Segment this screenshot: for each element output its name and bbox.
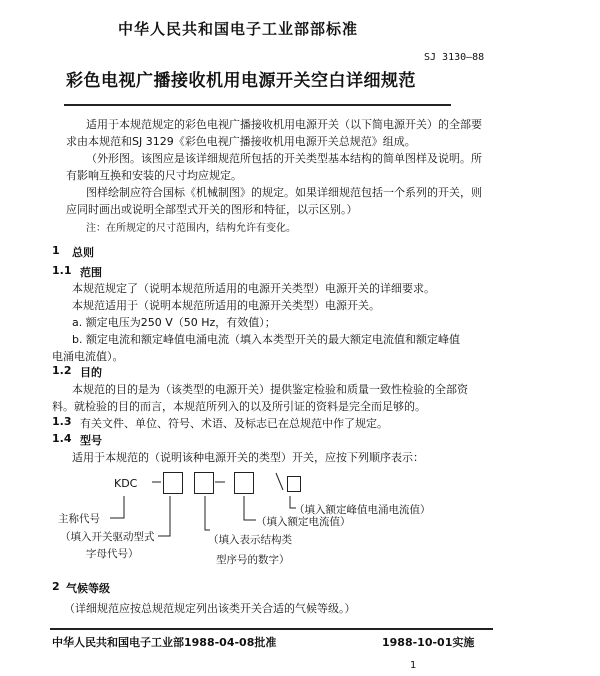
label-drive-line2: 字母代号） xyxy=(86,548,139,560)
section-1-title: 总则 xyxy=(72,246,94,259)
leader-struct xyxy=(205,496,210,530)
standard-code: SJ 3130—88 xyxy=(424,52,485,63)
approval-date: 中华人民共和国电子工业部1988-04-08批准 xyxy=(52,636,277,649)
s1-2-line1: 本规范的目的是为（该类型的电源开关）提供鉴定检验和质量一致性检验的全部资 xyxy=(72,383,468,396)
label-struct-line1: （填入表示结构类 xyxy=(208,534,292,546)
slash xyxy=(276,473,283,490)
intro-p1-line2: 求由本规范和SJ 3129《彩色电视广播接收机用电源开关总规范》组成。 xyxy=(66,135,416,148)
section-1-4-number: 1.4 xyxy=(52,432,72,445)
surge-current-box xyxy=(287,476,301,492)
footer-divider xyxy=(50,628,493,630)
rated-current-box xyxy=(234,472,254,494)
intro-p3-line1: 图样绘制应符合国标《机械制图》的规定。如果详细规范包括一个系列的开关，则 xyxy=(86,186,482,199)
section-1-2-number: 1.2 xyxy=(52,364,72,377)
label-main-code: 主称代号 xyxy=(58,513,100,525)
drive-type-box xyxy=(163,472,183,494)
s1-3-text: 有关文件、单位、符号、术语、及标志已在总规范中作了规定。 xyxy=(80,417,388,430)
s1-1-item-b-line1: b. 额定电流和额定峰值电涌电流（填入本类型开关的最大额定电流值和额定峰值 xyxy=(72,333,460,346)
standard-org-title: 中华人民共和国电子工业部部标准 xyxy=(118,20,359,38)
section-1-1-title: 范围 xyxy=(80,266,102,279)
s1-4-line1: 适用于本规范的（说明该种电源开关的类型）开关，应按下列顺序表示： xyxy=(72,451,424,464)
page-number: 1 xyxy=(410,660,417,671)
leader-main-code xyxy=(110,496,124,518)
s1-1-line1: 本规范规定了（说明本规范所适用的电源开关类型）电源开关的详细要求。 xyxy=(72,282,435,295)
label-struct-line2: 型序号的数字） xyxy=(216,554,290,566)
s1-1-item-b-line2: 电涌电流值）。 xyxy=(52,350,124,363)
intro-p2-line2: 有影响互换和安装的尺寸均应规定。 xyxy=(66,169,242,182)
label-rated-current: （填入额定电流值） xyxy=(256,516,351,528)
intro-p2-line1: （外形图。该图应是该详细规范所包括的开关类型基本结构的简单图样及说明。所 xyxy=(86,152,482,165)
s2-text: （详细规范应按总规范规定列出该类开关合适的气候等级。） xyxy=(64,602,356,615)
label-surge-current: （填入额定峰值电涌电流值） xyxy=(294,504,431,516)
section-2-number: 2 xyxy=(52,580,60,593)
section-2-title: 气候等级 xyxy=(66,582,110,595)
label-drive-line1: （填入开关驱动型式 xyxy=(60,531,155,543)
s1-2-line2: 料。就检验的目的而言，本规范所列入的以及所引证的资料是完全而足够的。 xyxy=(52,400,426,413)
s1-1-item-a: a. 额定电压为250 V（50 Hz，有效值）； xyxy=(72,316,276,329)
leader-drive xyxy=(158,496,170,536)
section-1-3-number: 1.3 xyxy=(52,415,72,428)
section-1-1-number: 1.1 xyxy=(52,264,72,277)
structure-number-box xyxy=(194,472,214,494)
intro-p1-line1: 适用于本规范规定的彩色电视广播接收机用电源开关（以下简电源开关）的全部要 xyxy=(86,118,482,131)
intro-note: 注：在所规定的尺寸范围内，结构允许有变化。 xyxy=(86,223,296,234)
leader-current xyxy=(244,496,256,520)
model-prefix: KDC xyxy=(114,477,138,490)
section-1-number: 1 xyxy=(52,244,60,257)
document-title: 彩色电视广播接收机用电源开关空白详细规范 xyxy=(66,71,416,91)
intro-p3-line2: 应同时画出或说明全部型式开关的图形和特征，以示区别。） xyxy=(66,203,358,216)
section-1-2-title: 目的 xyxy=(80,366,102,379)
s1-1-line2: 本规范适用于（说明本规范所适用的电源开关类型）电源开关。 xyxy=(72,299,380,312)
section-1-4-title: 型号 xyxy=(80,434,102,447)
effective-date: 1988-10-01实施 xyxy=(382,636,475,649)
